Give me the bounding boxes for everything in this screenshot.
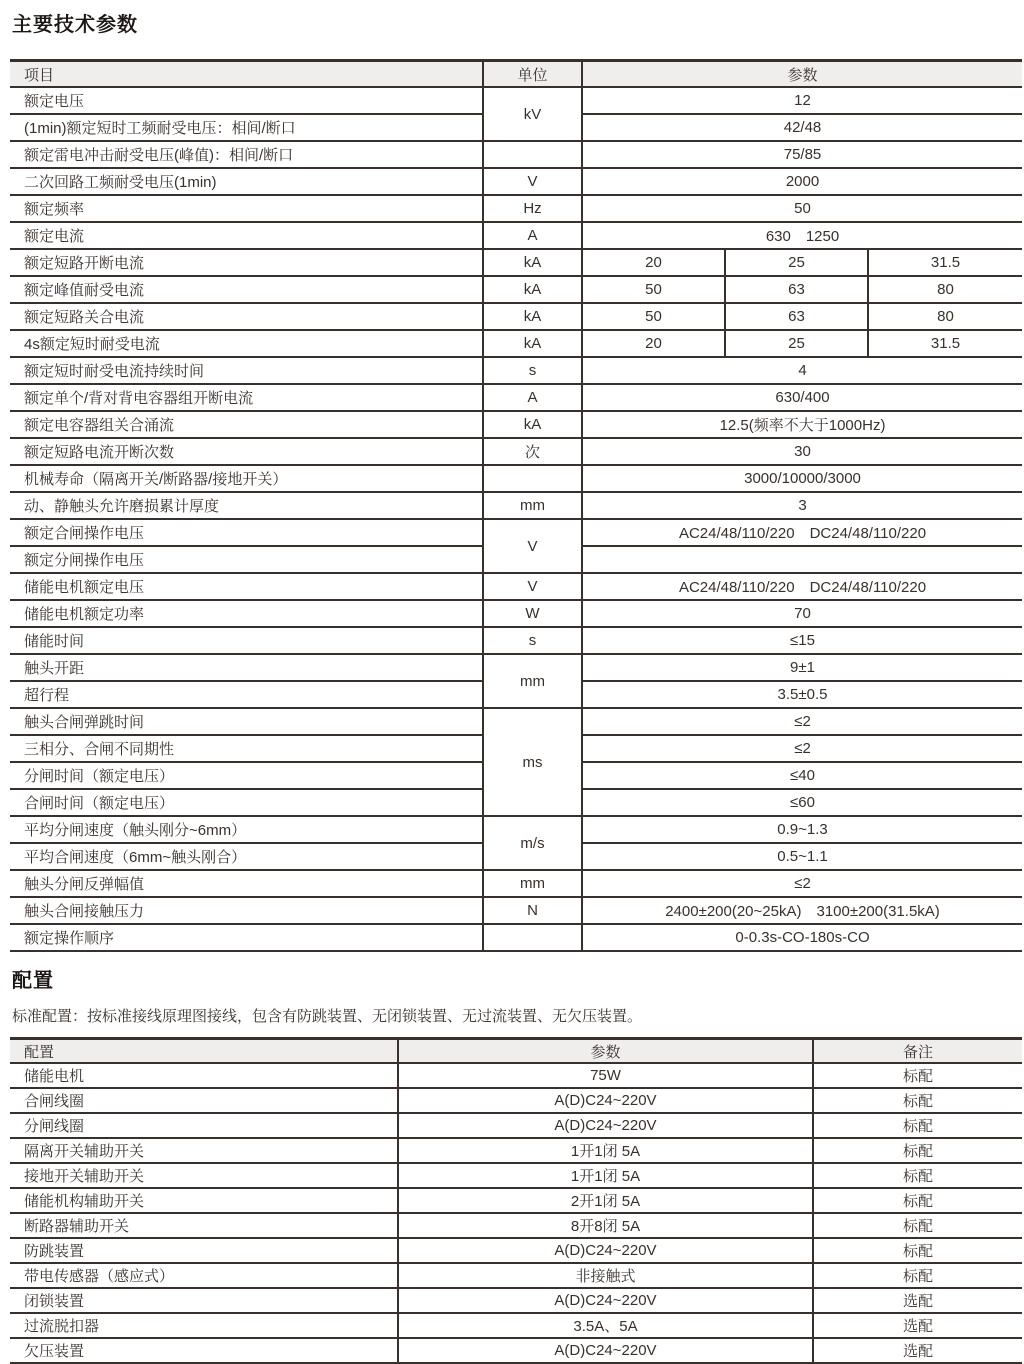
spec-row [10,492,1022,519]
spec-table [10,59,1022,952]
config-param-cell: 1开1闭 5A [398,1163,813,1188]
spec-row [10,600,1022,627]
config-item-cell: 储能电机 [10,1063,398,1088]
spec-item-cell: 额定分闸操作电压 [10,546,483,573]
spec-item-cell: 额定短路电流开断次数 [10,438,483,465]
spec-row [10,276,1022,303]
spec-unit-cell: 次 [483,438,582,465]
spec-value-cell: 3.5±0.5 [582,681,1022,708]
spec-item-cell: 三相分、合闸不同期性 [10,735,483,762]
spec-unit-cell: N [483,897,582,924]
spec-item-cell: 二次回路工频耐受电压(1min) [10,168,483,195]
spec-unit-cell: kA [483,411,582,438]
spec-value-cell: ≤2 [582,870,1022,897]
spec-unit-cell: s [483,627,582,654]
spec-unit-cell [483,141,582,168]
spec-unit-cell: m/s [483,816,582,870]
spec-item-cell: (1min)额定短时工频耐受电压：相间/断口 [10,114,483,141]
spec-item-cell: 额定频率 [10,195,483,222]
spec-value-cell: 0-0.3s-CO-180s-CO [582,924,1022,951]
spec-row [10,357,1022,384]
config-header-param: 参数 [398,1039,813,1064]
spec-unit-cell: Hz [483,195,582,222]
spec-unit-cell: W [483,600,582,627]
config-item-cell: 断路器辅助开关 [10,1213,398,1238]
config-param-cell: A(D)C24~220V [398,1338,813,1363]
spec-unit-cell: A [483,222,582,249]
spec-unit-cell: A [483,384,582,411]
spec-item-cell: 额定短路开断电流 [10,249,483,276]
spec-unit-cell: kV [483,87,582,141]
config-note-cell: 标配 [813,1063,1022,1088]
config-note-cell: 标配 [813,1113,1022,1138]
config-item-cell: 隔离开关辅助开关 [10,1138,398,1163]
spec-header-unit: 单位 [483,61,582,88]
config-row [10,1288,1022,1313]
config-note-cell: 标配 [813,1138,1022,1163]
spec-row [10,654,1022,681]
config-row [10,1263,1022,1288]
config-note-cell: 标配 [813,1188,1022,1213]
spec-row [10,87,1022,114]
spec-item-cell: 4s额定短时耐受电流 [10,330,483,357]
spec-item-cell: 动、静触头允许磨损累计厚度 [10,492,483,519]
spec-item-cell: 触头合闸弹跳时间 [10,708,483,735]
config-item-cell: 分闸线圈 [10,1113,398,1138]
config-item-cell: 储能机构辅助开关 [10,1188,398,1213]
spec-row [10,303,1022,330]
config-param-cell: A(D)C24~220V [398,1238,813,1263]
config-note-cell: 标配 [813,1238,1022,1263]
spec-row [10,168,1022,195]
config-item-cell: 防跳装置 [10,1238,398,1263]
config-row [10,1213,1022,1238]
spec-row [10,411,1022,438]
spec-value-cell: 3000/10000/3000 [582,465,1022,492]
spec-value-cell: 75/85 [582,141,1022,168]
config-item-cell: 接地开关辅助开关 [10,1163,398,1188]
spec-item-cell: 触头合闸接触压力 [10,897,483,924]
spec-item-cell: 储能电机额定功率 [10,600,483,627]
config-param-cell: 75W [398,1063,813,1088]
config-note-cell: 选配 [813,1338,1022,1363]
config-note-cell: 选配 [813,1313,1022,1338]
spec-row [10,195,1022,222]
spec-unit-cell [483,465,582,492]
spec-value-cell: 80 [868,276,1022,303]
spec-item-cell: 额定电容器组关合涌流 [10,411,483,438]
spec-value-cell: AC24/48/110/220 DC24/48/110/220 [582,573,1022,600]
spec-item-cell: 触头分闸反弹幅值 [10,870,483,897]
config-row [10,1238,1022,1263]
spec-header-row [10,61,1022,88]
config-param-cell: 3.5A、5A [398,1313,813,1338]
spec-value-cell: 20 [582,249,725,276]
spec-row [10,249,1022,276]
spec-value-cell: 0.9~1.3 [582,816,1022,843]
spec-value-cell: 630 1250 [582,222,1022,249]
spec-item-cell: 超行程 [10,681,483,708]
config-table [10,1037,1022,1364]
spec-row [10,924,1022,951]
spec-unit-cell: kA [483,330,582,357]
spec-item-cell: 平均合闸速度（6mm~触头刚合） [10,843,483,870]
config-header-row [10,1039,1022,1064]
config-item-cell: 闭锁装置 [10,1288,398,1313]
spec-row [10,465,1022,492]
config-param-cell: 2开1闭 5A [398,1188,813,1213]
spec-row [10,897,1022,924]
spec-value-cell: 80 [868,303,1022,330]
section-title-configuration: 配置 [12,970,54,992]
spec-item-cell: 额定峰值耐受电流 [10,276,483,303]
spec-item-cell: 额定雷电冲击耐受电压(峰值)：相间/断口 [10,141,483,168]
spec-header-param: 参数 [582,61,1022,88]
spec-row [10,870,1022,897]
config-row [10,1313,1022,1338]
spec-value-cell: 25 [725,330,868,357]
config-param-cell: A(D)C24~220V [398,1088,813,1113]
spec-value-cell [582,546,1022,573]
spec-item-cell: 额定合闸操作电压 [10,519,483,546]
spec-value-cell: 2400±200(20~25kA) 3100±200(31.5kA) [582,897,1022,924]
spec-item-cell: 额定单个/背对背电容器组开断电流 [10,384,483,411]
spec-value-cell: 30 [582,438,1022,465]
spec-row [10,330,1022,357]
spec-item-cell: 储能时间 [10,627,483,654]
spec-value-cell: 63 [725,303,868,330]
config-header-note: 备注 [813,1039,1022,1064]
spec-value-cell: 70 [582,600,1022,627]
spec-item-cell: 额定电压 [10,87,483,114]
config-note-cell: 标配 [813,1163,1022,1188]
spec-value-cell: 50 [582,195,1022,222]
config-param-cell: 8开8闭 5A [398,1213,813,1238]
spec-item-cell: 合闸时间（额定电压） [10,789,483,816]
spec-unit-cell: mm [483,654,582,708]
spec-value-cell: ≤15 [582,627,1022,654]
spec-unit-cell: kA [483,303,582,330]
spec-item-cell: 平均分闸速度（触头刚分~6mm） [10,816,483,843]
spec-value-cell: 2000 [582,168,1022,195]
config-row [10,1338,1022,1363]
spec-value-cell: 4 [582,357,1022,384]
spec-value-cell: 20 [582,330,725,357]
spec-row [10,141,1022,168]
spec-item-cell: 储能电机额定电压 [10,573,483,600]
spec-value-cell: ≤2 [582,735,1022,762]
spec-unit-cell: V [483,519,582,573]
spec-value-cell: 3 [582,492,1022,519]
spec-value-cell: 63 [725,276,868,303]
spec-item-cell: 额定操作顺序 [10,924,483,951]
spec-row [10,384,1022,411]
config-param-cell: 非接触式 [398,1263,813,1288]
spec-value-cell: AC24/48/110/220 DC24/48/110/220 [582,519,1022,546]
config-row [10,1163,1022,1188]
spec-row [10,519,1022,546]
spec-unit-cell: kA [483,249,582,276]
spec-item-cell: 额定短路关合电流 [10,303,483,330]
spec-value-cell: 42/48 [582,114,1022,141]
spec-row [10,816,1022,843]
config-row [10,1188,1022,1213]
config-note-cell: 标配 [813,1263,1022,1288]
section-title-main-parameters: 主要技术参数 [12,14,138,36]
spec-unit-cell: V [483,573,582,600]
spec-value-cell: ≤60 [582,789,1022,816]
spec-value-cell: 50 [582,276,725,303]
spec-header-item: 项目 [10,61,483,88]
spec-value-cell: ≤2 [582,708,1022,735]
config-row [10,1138,1022,1163]
spec-value-cell: 50 [582,303,725,330]
standard-configuration-note: 标准配置：按标准接线原理图接线，包含有防跳装置、无闭锁装置、无过流装置、无欠压装置。 [12,1008,643,1025]
config-item-cell: 过流脱扣器 [10,1313,398,1338]
config-row [10,1088,1022,1113]
config-param-cell: A(D)C24~220V [398,1288,813,1313]
config-note-cell: 标配 [813,1088,1022,1113]
config-param-cell: 1开1闭 5A [398,1138,813,1163]
spec-value-cell: 12.5(频率不大于1000Hz) [582,411,1022,438]
spec-unit-cell: kA [483,276,582,303]
config-param-cell: A(D)C24~220V [398,1113,813,1138]
spec-value-cell: 31.5 [868,330,1022,357]
spec-value-cell: 9±1 [582,654,1022,681]
config-item-cell: 合闸线圈 [10,1088,398,1113]
spec-unit-cell: mm [483,492,582,519]
config-note-cell: 标配 [813,1213,1022,1238]
spec-value-cell: 25 [725,249,868,276]
spec-unit-cell [483,924,582,951]
spec-row [10,627,1022,654]
config-header-item: 配置 [10,1039,398,1064]
spec-unit-cell: s [483,357,582,384]
config-row [10,1063,1022,1088]
spec-row [10,708,1022,735]
spec-item-cell: 触头开距 [10,654,483,681]
config-item-cell: 带电传感器（感应式） [10,1263,398,1288]
spec-item-cell: 分闸时间（额定电压） [10,762,483,789]
spec-unit-cell: mm [483,870,582,897]
spec-item-cell: 机械寿命（隔离开关/断路器/接地开关） [10,465,483,492]
spec-value-cell: 0.5~1.1 [582,843,1022,870]
config-item-cell: 欠压装置 [10,1338,398,1363]
spec-value-cell: ≤40 [582,762,1022,789]
spec-row [10,438,1022,465]
spec-unit-cell: V [483,168,582,195]
spec-unit-cell: ms [483,708,582,816]
spec-value-cell: 31.5 [868,249,1022,276]
spec-item-cell: 额定短时耐受电流持续时间 [10,357,483,384]
spec-row [10,222,1022,249]
config-note-cell: 选配 [813,1288,1022,1313]
spec-value-cell: 12 [582,87,1022,114]
spec-item-cell: 额定电流 [10,222,483,249]
spec-row [10,573,1022,600]
config-row [10,1113,1022,1138]
spec-value-cell: 630/400 [582,384,1022,411]
